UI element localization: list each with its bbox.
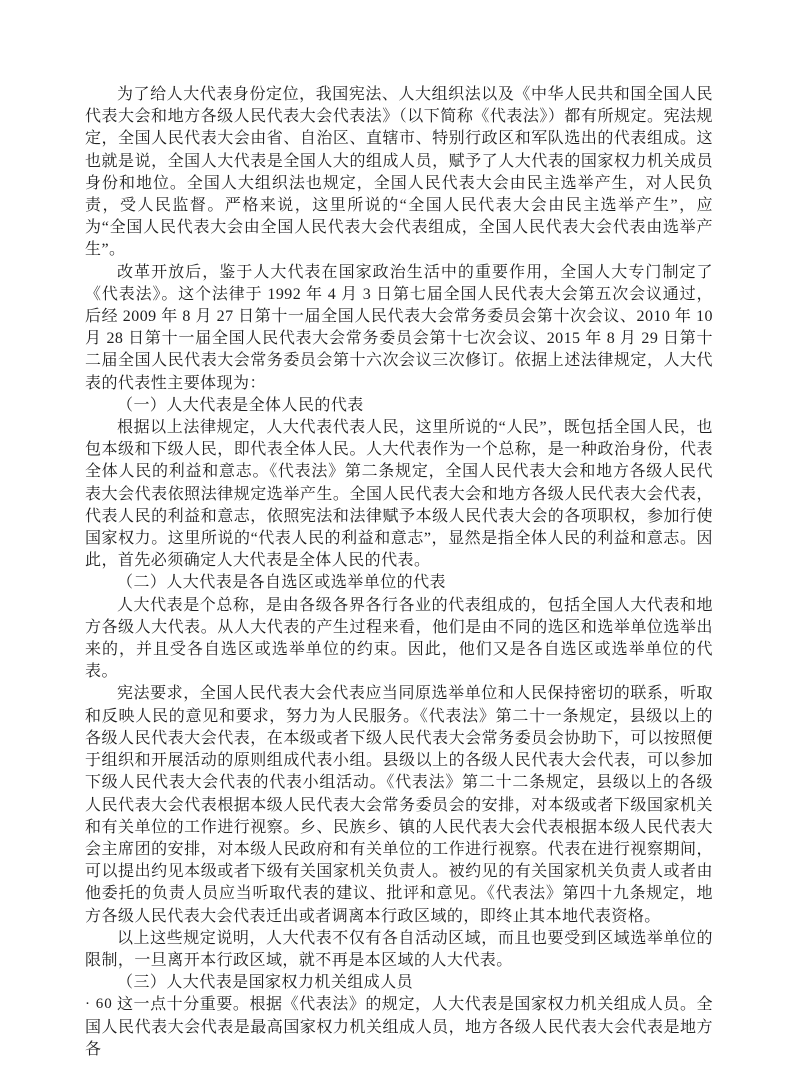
section-heading-3: （三）人大代表是国家权力机关组成人员	[117, 974, 414, 992]
paragraph: 人大代表是个总称，是由各级各界各行各业的代表组成的，包括全国人大代表和地方各级人大代表。从人大代表的产生过程来看，他们是由不同的选区和选举单位选举出来的，并且受各自选区或选举单位的约束。因此，他们又是各自选区或选举单位的代表。	[85, 596, 713, 681]
section-heading-2: （二）人大代表是各自选区或选举单位的代表	[117, 574, 447, 592]
paragraph: 以上这些规定说明，人大代表不仅有各自活动区域，而且也要受到区域选举单位的限制，一旦离开本行政区域，就不再是本区域的人大代表。	[85, 929, 713, 969]
paragraph: 改革开放后，鉴于人大代表在国家政治生活中的重要作用，全国人大专门制定了《代表法》。这个法律于 1992 年 4 月 3 日第七届全国人民代表大会第五次会议通过，后经 2009 年 8 月 27 日第十一届全国人民代表大会常务委员会第十次会议、2010 年 10 月 28 日第十一届全国人民代表大会常务委员会第十七次会议、2015 年 8 月 29 日第十二届全国人民代表大会常务委员会第十六次会议三次修订。依据上述法律规定，人大代表的代表性主要体现为：	[85, 263, 713, 392]
page-number: · 60 ·	[85, 996, 124, 1012]
section-heading-1: （一）人大代表是全体人民的代表	[117, 396, 364, 414]
paragraph: 为了给人大代表身份定位，我国宪法、人大组织法以及《中华人民共和国全国人民代表大会和地方各级人民代表大会代表法》（以下简称《代表法》）都有所规定。宪法规定，全国人民代表大会由省、自治区、直辖市、特别行政区和军队选出的代表组成。这也就是说，全国人大代表是全国人大的组成人员，赋予了人大代表的国家权力机关成员身份和地位。全国人大组织法也规定，全国人民代表大会由民主选举产生，对人民负责，受人民监督。严格来说，这里所说的“全国人民代表大会由民主选举产生”，应为“全国人民代表大会由全国人民代表大会代表组成，全国人民代表大会代表由选举产生”。	[85, 86, 713, 259]
paragraph: 这一点十分重要。根据《代表法》的规定，人大代表是国家权力机关组成人员。全国人民代表大会代表是最高国家权力机关组成人员，地方各级人民代表大会代表是地方各	[85, 996, 713, 1058]
body-text	[85, 84, 713, 1061]
paragraph: 宪法要求，全国人民代表大会代表应当同原选举单位和人民保持密切的联系，听取和反映人民的意见和要求，努力为人民服务。《代表法》第二十一条规定，县级以上的各级人民代表大会代表，在本级或者下级人民代表大会常务委员会协助下，可以按照便于组织和开展活动的原则组成代表小组。县级以上的各级人民代表大会代表，可以参加下级人民代表大会代表的代表小组活动。《代表法》第二十二条规定，县级以上的各级人民代表大会代表根据本级人民代表大会常务委员会的安排，对本级或者下级国家机关和有关单位的工作进行视察。乡、民族乡、镇的人民代表大会代表根据本级人民代表大会主席团的安排，对本级人民政府和有关单位的工作进行视察。代表在进行视察期间，可以提出约见本级或者下级有关国家机关负责人。被约见的有关国家机关负责人或者由他委托的负责人员应当听取代表的建议、批评和意见。《代表法》第四十九条规定，地方各级人民代表大会代表迁出或者调离本行政区域的，即终止其本地代表资格。	[85, 685, 713, 925]
paragraph: 根据以上法律规定，人大代表代表人民，这里所说的“人民”，既包括全国人民，也包本级和下级人民，即代表全体人民。人大代表作为一个总称，是一种政治身份，代表全体人民的利益和意志。《代表法》第二条规定，全国人民代表大会和地方各级人民代表大会代表依照法律规定选举产生。全国人民代表大会和地方各级人民代表大会代表，代表人民的利益和意志，依照宪法和法律赋予本级人民代表大会的各项职权，参加行使国家权力。这里所说的“代表人民的利益和意志”，显然是指全体人民的利益和意志。因此，首先必须确定人大代表是全体人民的代表。	[85, 419, 713, 570]
